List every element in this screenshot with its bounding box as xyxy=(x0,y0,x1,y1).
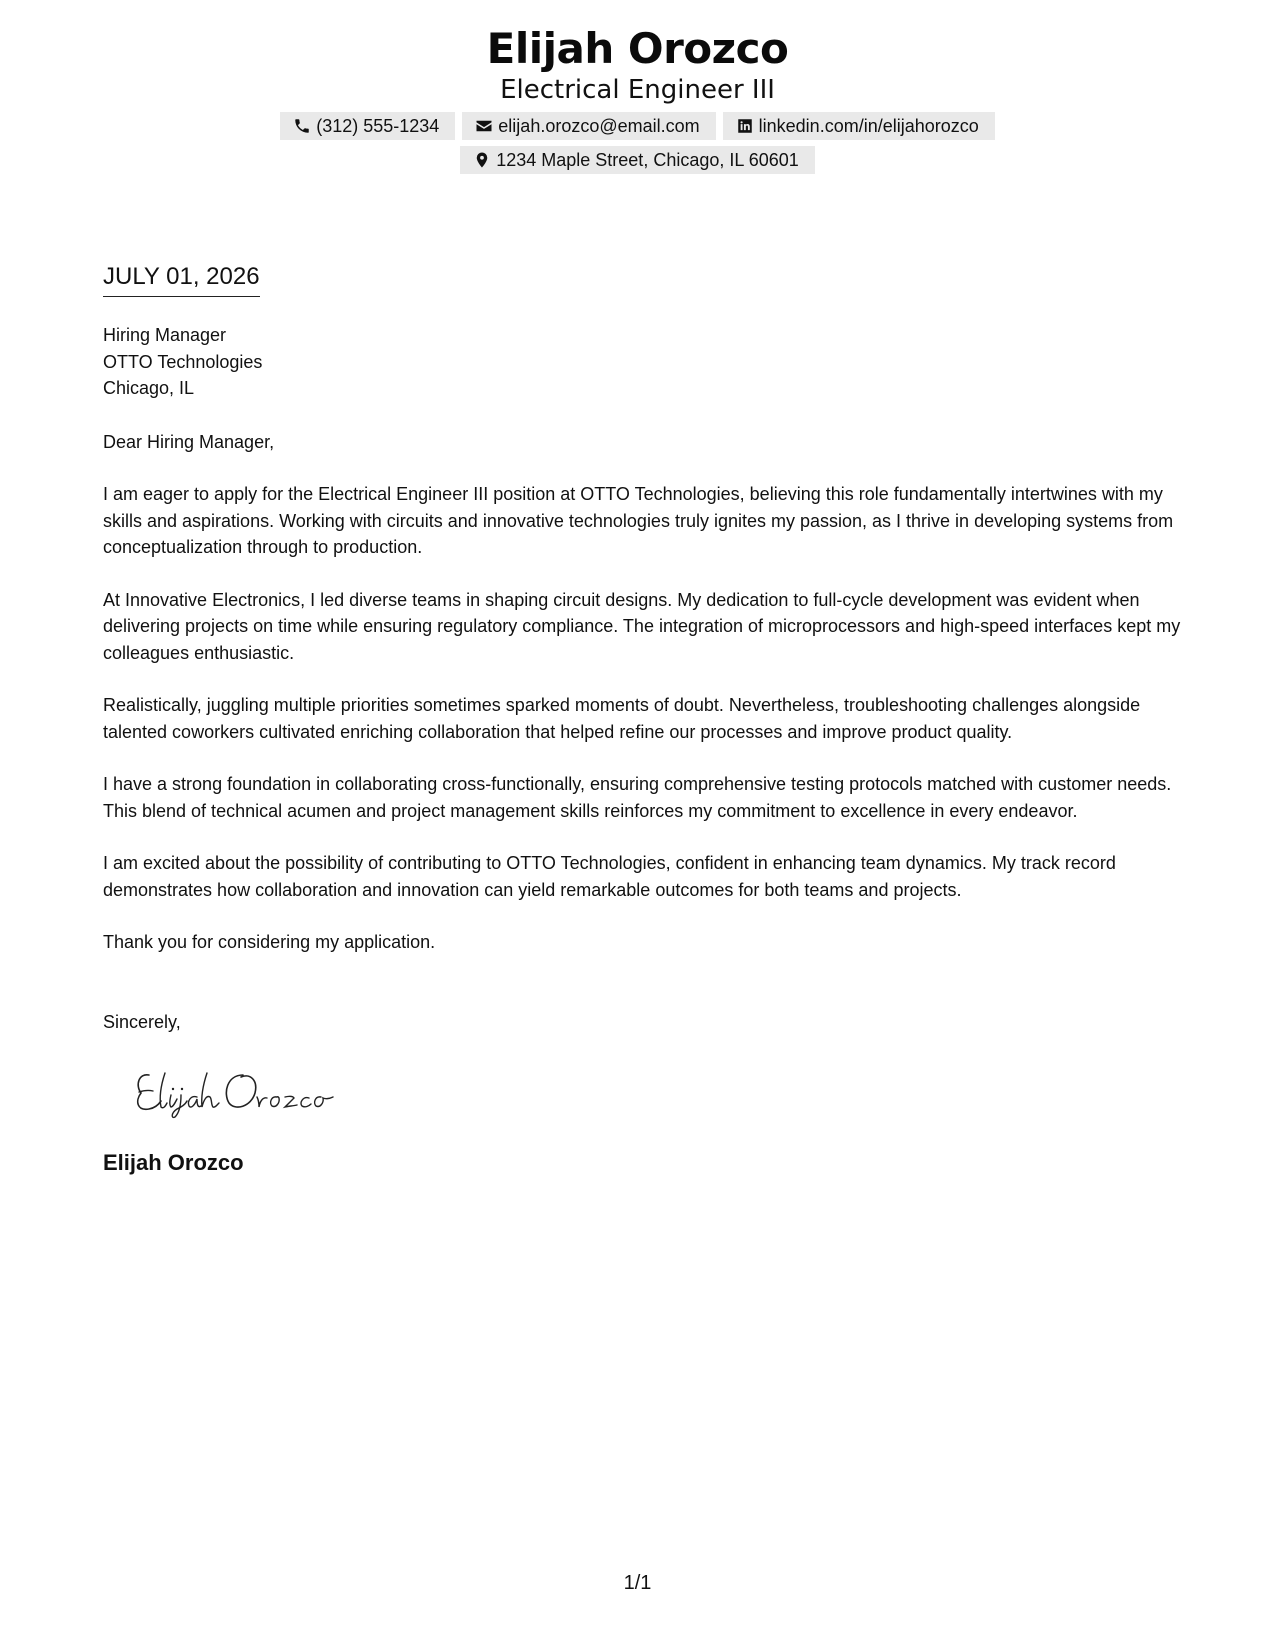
recipient-block xyxy=(103,322,1183,402)
date-block xyxy=(103,262,260,297)
phone-icon xyxy=(292,116,312,136)
linkedin-icon xyxy=(735,116,755,136)
email-text: elijah.orozco@email.com xyxy=(498,115,700,136)
salutation: Dear Hiring Manager, xyxy=(103,431,275,452)
letter-body xyxy=(103,322,1183,1177)
recipient-line: OTTO Technologies xyxy=(103,351,263,372)
phone-text: (312) 555-1234 xyxy=(316,115,440,136)
paragraph: I have a strong foundation in collaborating cross-functionally, ensuring comprehensive testing protocols matched with customer needs. This blend of technical acumen and project management skills reinforces my commitment to excellence in every endeavor. xyxy=(103,774,1172,821)
map-pin-icon xyxy=(472,150,492,170)
address-chip xyxy=(460,146,815,174)
job-title: Electrical Engineer III xyxy=(500,75,775,105)
contact-row-primary xyxy=(0,112,1275,140)
envelope-icon xyxy=(474,116,494,136)
paragraph: I am eager to apply for the Electrical Engineer III position at OTTO Technologies, believing this role fundamentally intertwines with my skills and aspirations. Working with circuits and innovative technologies truly ignites my passion, as I thrive in developing systems from conceptualization through to production. xyxy=(103,484,1174,557)
email-chip[interactable] xyxy=(462,112,715,140)
linkedin-chip[interactable] xyxy=(723,112,995,140)
signer-name: Elijah Orozco xyxy=(103,1149,244,1175)
paragraph: I am excited about the possibility of contributing to OTTO Technologies, confident in enhancing team dynamics. My track record demonstrates how collaboration and innovation can yield remarkable outcomes for both teams and projects. xyxy=(103,853,1116,900)
letter-date: JULY 01, 2026 xyxy=(103,262,260,297)
closing: Sincerely, xyxy=(103,1011,181,1032)
phone-chip[interactable] xyxy=(280,112,455,140)
contact-row-secondary xyxy=(0,146,1275,174)
linkedin-text: linkedin.com/in/elijahorozco xyxy=(758,115,979,136)
signature-image xyxy=(131,1061,351,1121)
recipient-line: Chicago, IL xyxy=(103,378,195,398)
paragraph: Thank you for considering my application. xyxy=(103,932,436,952)
page-number: 1/1 xyxy=(623,1572,652,1594)
applicant-name: Elijah Orozco xyxy=(486,24,789,73)
address-text: 1234 Maple Street, Chicago, IL 60601 xyxy=(496,149,799,170)
paragraph: Realistically, juggling multiple priorities sometimes sparked moments of doubt. Nevertheless, troubleshooting challenges alongside talented coworkers cultivated enriching collaboration that helped refine our processes and improve product quality. xyxy=(103,695,1141,742)
paragraph: At Innovative Electronics, I led diverse teams in shaping circuit designs. My dedication to full-cycle development was evident when delivering projects on time while ensuring regulatory compliance. The integration of microprocessors and high-speed interfaces kept my colleagues enthusiastic. xyxy=(103,589,1181,663)
letter-header xyxy=(0,22,1275,174)
recipient-line: Hiring Manager xyxy=(103,325,227,345)
